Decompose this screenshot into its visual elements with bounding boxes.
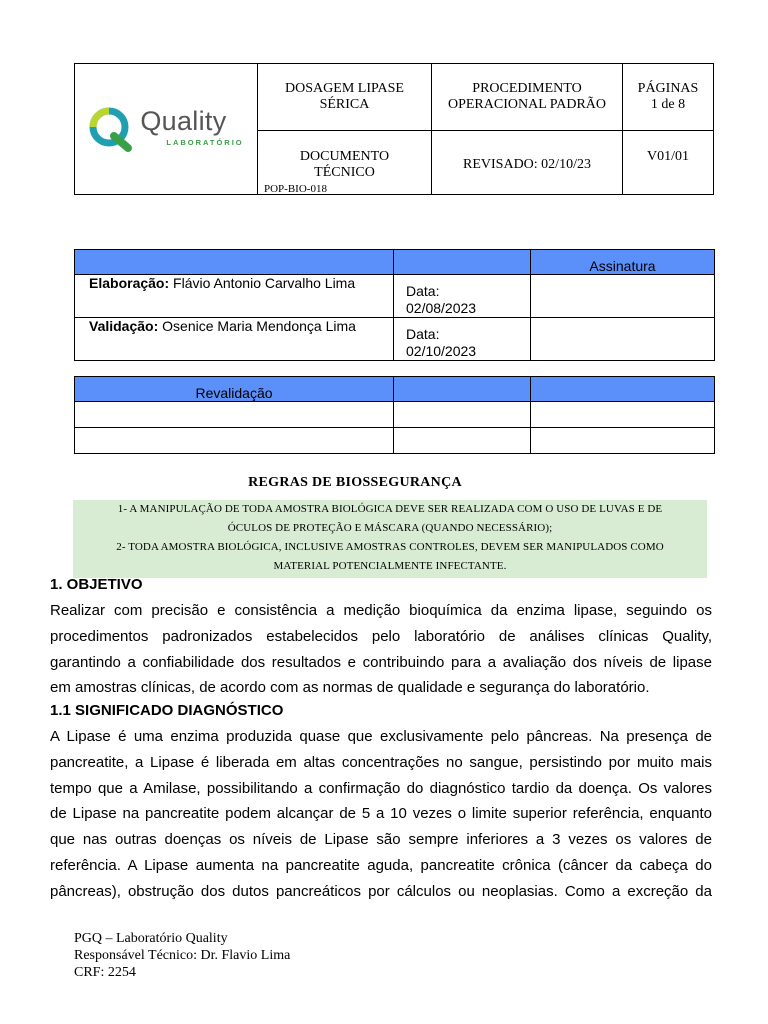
- revalidation-cell: [75, 428, 394, 454]
- objective-heading: 1. OBJETIVO: [50, 576, 143, 593]
- procedure-type-cell: [432, 64, 623, 131]
- elaboration-date: 02/08/2023: [406, 300, 477, 316]
- elaboration-date-label: Data:: [406, 283, 440, 299]
- revalidation-header-signature: [531, 377, 715, 402]
- biosafety-rule-line: 1- A MANIPULAÇÃO DE TODA AMOSTRA BIOLÓGICA DEVE SER REALIZADA COM O USO DE LUVAS E DE: [117, 503, 663, 515]
- elaboration-date-cell: [394, 275, 531, 318]
- validation-date: 02/10/2023: [406, 343, 477, 359]
- biosafety-rule-line: ÓCULOS DE PROTEÇÃO E MÁSCARA (QUANDO NECESSÁRIO);: [227, 522, 553, 534]
- table-row: [75, 402, 715, 428]
- biosafety-title: REGRAS DE BIOSSEGURANÇA: [248, 475, 462, 490]
- validation-date-label: Data:: [406, 326, 440, 342]
- quality-logo: [75, 64, 257, 194]
- document-type-line1: DOCUMENTO: [299, 149, 390, 164]
- elaboration-signature-cell: [531, 275, 715, 318]
- page-footer: [74, 930, 290, 981]
- validation-date-cell: [394, 318, 531, 361]
- version-cell: [623, 131, 714, 195]
- document-title-line2: SÉRICA: [319, 97, 370, 112]
- revalidation-header-date: [394, 377, 531, 402]
- revalidation-header: [75, 377, 394, 402]
- document-title-cell: [258, 64, 432, 131]
- paragraph-line: que nas outras doenças os níveis de Lipase são sempre inferiores a 3 vezes os valores de: [50, 831, 712, 849]
- quality-q-icon: [88, 106, 134, 152]
- signatures-table: [74, 249, 715, 361]
- revalidation-label: Revalidação: [195, 385, 273, 401]
- document-header-table: [74, 63, 714, 195]
- paragraph-line: Realizar com precisão e consistência a medição bioquímica da enzima lipase, seguindo os: [50, 602, 712, 619]
- document-code: POP-BIO-018: [264, 183, 327, 195]
- paragraph-line: garantindo a confiabilidade dos resultados e contribuindo para a avaliação dos níveis de lipase: [50, 653, 712, 671]
- revalidation-cell: [75, 402, 394, 428]
- paragraph-line: procedimentos padronizados estabelecidos pelo laboratório de análises clínicas Quality,: [50, 627, 712, 645]
- paragraph-line: referência. A Lipase aumenta na pancreatite aguda, pancreatite crônica (câncer da cabeça do: [50, 856, 712, 874]
- biosafety-rules-box: [73, 500, 707, 578]
- pages-value: 1 de 8: [650, 97, 686, 112]
- signatures-header-signature: [531, 250, 715, 275]
- document-type-cell: [258, 131, 432, 195]
- revalidation-signature-cell: [531, 402, 715, 428]
- diagnostic-heading: 1.1 SIGNIFICADO DIAGNÓSTICO: [50, 702, 284, 719]
- signatures-header-blank: [75, 250, 394, 275]
- procedure-line2: OPERACIONAL PADRÃO: [447, 97, 607, 112]
- paragraph-line: pâncreas), obstrução dos dutos pancreáticos por cálculos ou neoplasias. Como a excreção da: [50, 882, 712, 900]
- validation-signature-cell: [531, 318, 715, 361]
- paragraph-line: de Lipase na pancreatite podem alcançar de 5 a 10 vezes o limite superior referência, enquanto: [50, 805, 712, 823]
- revalidation-date-cell: [394, 428, 531, 454]
- paragraph-line: em amostras clínicas, de acordo com as normas de qualidade e segurança do laboratório.: [50, 679, 650, 697]
- footer-line: PGQ – Laboratório Quality: [74, 931, 228, 946]
- footer-line: Responsável Técnico: Dr. Flavio Lima: [74, 948, 291, 963]
- logo-wordmark: Quality: [140, 106, 227, 136]
- biosafety-rule-line: MATERIAL POTENCIALMENTE INFECTANTE.: [273, 560, 507, 572]
- revalidation-signature-cell: [531, 428, 715, 454]
- validation-label: Validação:: [89, 318, 159, 334]
- paragraph-line: tempo que a Amilase, possibilitando a confirmação do diagnóstico tardio da doença. Os valores: [50, 779, 712, 797]
- validation-cell: [75, 318, 394, 361]
- version: V01/01: [647, 149, 689, 164]
- paragraph-line: A Lipase é uma enzima produzida quase que exclusivamente pelo pâncreas. Na presença de: [50, 728, 712, 745]
- pages-cell: [623, 64, 714, 131]
- table-row: [75, 428, 715, 454]
- signature-column-label: Assinatura: [589, 258, 656, 274]
- objective-paragraph: [50, 598, 712, 701]
- elaboration-label: Elaboração:: [89, 275, 170, 291]
- biosafety-rule-line: 2- TODA AMOSTRA BIOLÓGICA, INCLUSIVE AMOSTRAS CONTROLES, DEVEM SER MANIPULADOS COMO: [116, 541, 664, 553]
- validation-name: Osenice Maria Mendonça Lima: [162, 318, 356, 334]
- revalidation-date-cell: [394, 402, 531, 428]
- footer-line: CRF: 2254: [74, 965, 136, 980]
- pages-label: PÁGINAS: [637, 81, 699, 96]
- revised-date: REVISADO: 02/10/23: [463, 156, 591, 172]
- diagnostic-paragraph: [50, 724, 712, 905]
- table-row: [75, 275, 715, 318]
- logo-subtitle: LABORATÓRIO: [166, 138, 244, 147]
- logo-cell: [75, 64, 258, 195]
- revised-cell: [432, 131, 623, 195]
- table-row: [75, 318, 715, 361]
- elaboration-name: Flávio Antonio Carvalho Lima: [173, 275, 356, 291]
- procedure-line1: PROCEDIMENTO: [472, 81, 582, 96]
- revalidation-table: [74, 376, 715, 454]
- document-type-line2: TÉCNICO: [314, 165, 375, 180]
- elaboration-cell: [75, 275, 394, 318]
- signatures-header-date: [394, 250, 531, 275]
- paragraph-line: pancreatite, a Lipase é liberada em altas concentrações no sangue, persistindo por muito mais: [50, 753, 712, 771]
- document-title-line1: DOSAGEM LIPASE: [285, 81, 404, 96]
